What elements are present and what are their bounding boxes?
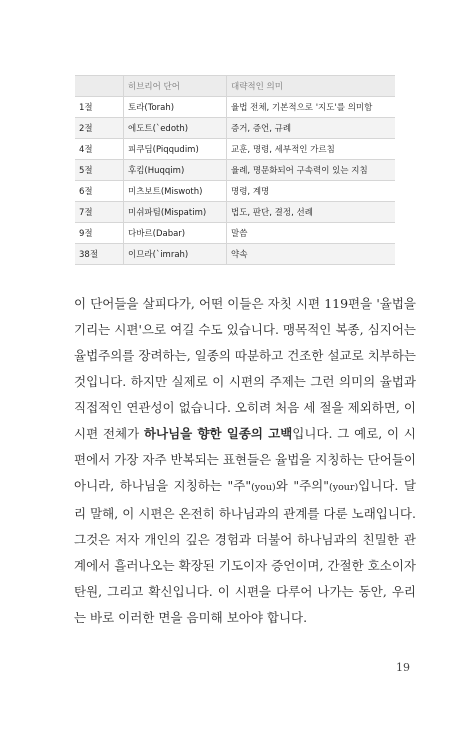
cell-meaning: 율례, 명문화되어 구속력이 있는 지침 xyxy=(227,160,396,181)
table-row xyxy=(75,244,395,265)
page-number: 19 xyxy=(396,661,410,674)
cell-verse: 2절 xyxy=(75,118,124,139)
paragraph-text-3: 와 "주의" xyxy=(275,478,329,493)
english-gloss-your: (your) xyxy=(329,482,359,493)
header-meaning: 대략적인 의미 xyxy=(227,76,396,97)
header-hebrew-word: 히브리어 단어 xyxy=(124,76,227,97)
cell-meaning: 증거, 증언, 규례 xyxy=(227,118,396,139)
cell-meaning: 명령, 계명 xyxy=(227,181,396,202)
cell-meaning: 말씀 xyxy=(227,223,396,244)
cell-verse: 38절 xyxy=(75,244,124,265)
cell-word: 피쿠딤(Piqqudim) xyxy=(124,139,227,160)
table-row xyxy=(75,202,395,223)
hebrew-words-table xyxy=(75,75,395,265)
paragraph-text-2: 입니다. 그 예로, 이 시편에서 가장 자주 반복되는 표현들은 율법을 지칭하는 단어들이 아니라, 하나님을 지칭하는 "주" xyxy=(74,426,416,493)
cell-meaning: 약속 xyxy=(227,244,396,265)
cell-word: 에도트(`edoth) xyxy=(124,118,227,139)
cell-verse: 4절 xyxy=(75,139,124,160)
cell-verse: 1절 xyxy=(75,97,124,118)
table-row xyxy=(75,118,395,139)
paragraph-text-4: 입니다. 달리 말해, 이 시편은 온전히 하나님과의 관계를 다룬 노래입니다. 그것은 저자 개인의 깊은 경험과 더불어 하나님과의 친밀한 관계에서 흘러나오는 확장된 기도이자 증언이며, 간절한 호소이자 탄원, 그리고 확신입니다. 이 시편을 다루어 나가는 동안, 우리는 바로 이러한 면을 음미해 보아야 합니다. xyxy=(74,478,417,625)
emphasized-phrase: 하나님을 향한 일종의 고백 xyxy=(143,426,293,441)
table-row xyxy=(75,223,395,244)
cell-word: 이므라(`imrah) xyxy=(124,244,227,265)
cell-word: 다바르(Dabar) xyxy=(124,223,227,244)
table-row xyxy=(75,181,395,202)
cell-word: 미츠보트(Miswoth) xyxy=(124,181,227,202)
table-row xyxy=(75,160,395,181)
cell-verse: 7절 xyxy=(75,202,124,223)
cell-word: 미쉬파팀(Mispatim) xyxy=(124,202,227,223)
table-row xyxy=(75,139,395,160)
cell-meaning: 교훈, 명령, 세부적인 가르침 xyxy=(227,139,396,160)
header-verse xyxy=(75,76,124,97)
cell-verse: 6절 xyxy=(75,181,124,202)
table-header-row xyxy=(75,76,395,97)
cell-word: 후킴(Huqqim) xyxy=(124,160,227,181)
cell-meaning: 율법 전체, 기본적으로 '지도'를 의미함 xyxy=(227,97,396,118)
table-row xyxy=(75,97,395,118)
cell-verse: 5절 xyxy=(75,160,124,181)
cell-verse: 9절 xyxy=(75,223,124,244)
cell-meaning: 법도, 판단, 결정, 선례 xyxy=(227,202,396,223)
paragraph-text-1: 이 단어들을 살피다가, 어떤 이들은 자칫 시편 119편을 '율법을 기리는 시편'으로 여길 수도 있습니다. 맹목적인 복종, 심지어는 율법주의를 장려하는, 일종의 따분하고 건조한 설교로 치부하는 것입니다. 하지만 실제로 이 시편의 주제는 그런 의미의 율법과 직접적인 연관성이 없습니다. 오히려 처음 세 절을 제외하면, 이 시편 전체가 xyxy=(74,296,416,441)
cell-word: 토라(Torah) xyxy=(124,97,227,118)
body-paragraph xyxy=(74,291,416,631)
english-gloss-you: (you) xyxy=(251,482,276,493)
